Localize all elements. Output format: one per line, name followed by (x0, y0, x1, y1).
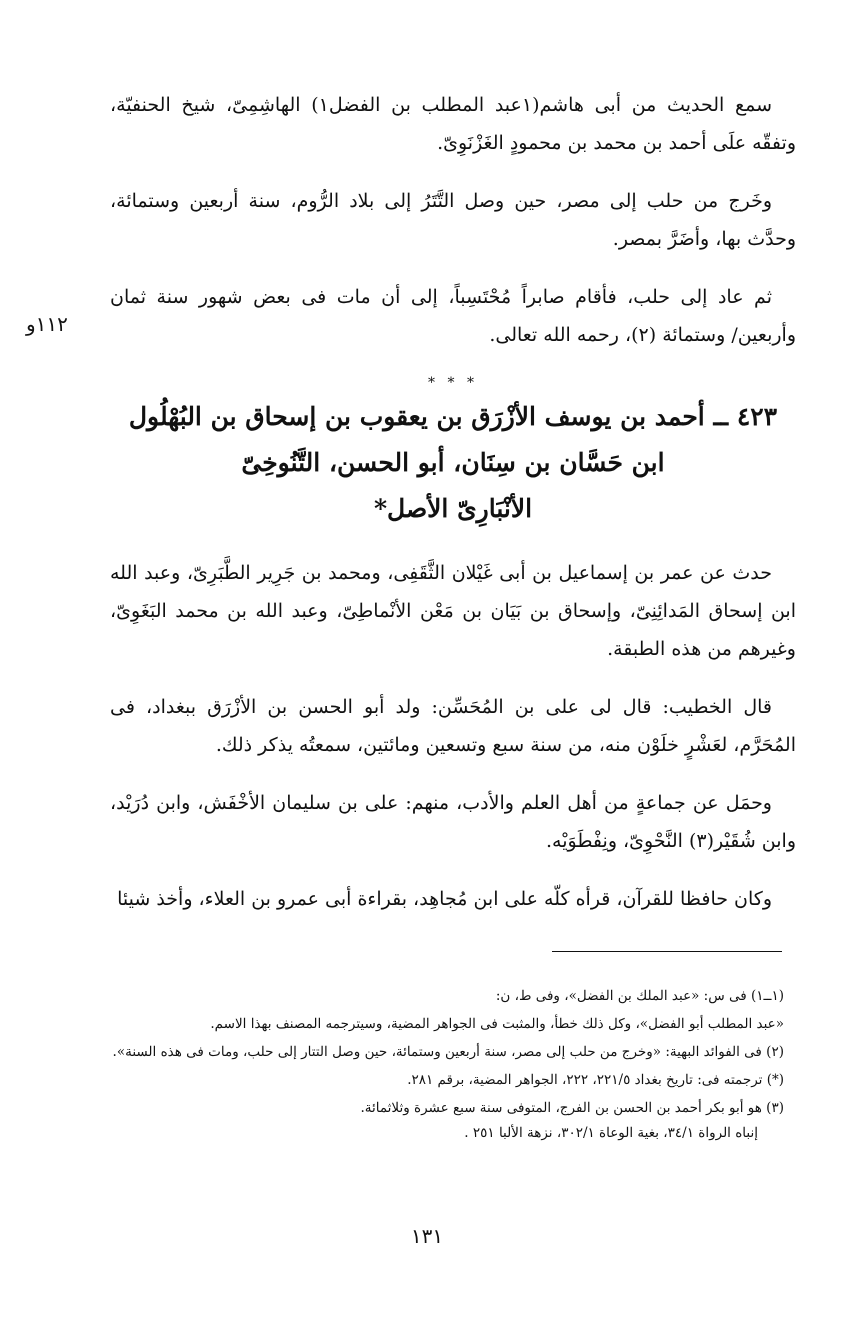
paragraph-scholars: وحمَل عن جماعةٍ من أهل العلم والأدب، منهم: على بن سليمان الأخْفَش، وابن دُرَيْد، وابن شُقَيْر(٣) النَّحْوِىّ، ونِفْطَوَيْه. (110, 792, 796, 852)
paragraph-death: ثم عاد إلى حلب، فأقام صابراً مُحْتَسِباً، إلى أن مات فى بعض شهور سنة ثمان وأربعين/ وستمائة (٢)، رحمه الله تعالى. (110, 286, 796, 346)
paragraph-travel: وخَرج من حلب إلى مصر، حين وصل التَّتَرُ إلى بلاد الرُّوم، سنة أربعين وستمائة، وحدَّث بها، وأضَرَّ بمصر. (110, 190, 796, 250)
paragraph-hadith: سمع الحديث من أبى هاشم(١عبد المطلب بن الفضل١) الهاشِمِىّ، شيخ الحنفيّة، وتفقّه علَى أحمد بن محمد بن محمودٍ الغَزْنَوِىّ. (110, 94, 796, 154)
paragraph-khatib: قال الخطيب: قال لى على بن المُحَسِّن: ولد أبو الحسن بن الأزْرَق ببغداد، فى المُحَرَّم، لعَشْرٍ خلَوْن منه، من سنة سبع وتسعين ومائتين، سمعتُه يذكر ذلك. (110, 696, 796, 756)
heading-line-1: ٤٢٣ ــ أحمد بن يوسف الأزْرَق بن يعقوب بن إسحاق بن البُهْلُول (128, 402, 778, 431)
section-separator: * * * (428, 375, 478, 391)
footnote: (٣) هو أبو بكر أحمد بن الحسن بن الفرج، المتوفى سنة سبع عشرة وثلاثمائة. (360, 1100, 784, 1116)
margin-folio-note: ١١٢و (26, 312, 68, 336)
heading-line-2: ابن حَسَّان بن سِنَان، أبو الحسن، التَّنُوخِىّ (241, 448, 665, 477)
main-text (110, 86, 796, 938)
entry-heading (110, 394, 796, 532)
footnote: (١ــ١) فى س: «عبد الملك بن الفضل»، وفى ط، ن: (495, 988, 784, 1004)
paragraph-teachers: حدث عن عمر بن إسماعيل بن أبى غَيْلان الثَّقَفِى، ومحمد بن جَرِير الطَّبَرِىّ، وعبد الله ابن إسحاق المَدائِنِىّ، وإسحاق بن بَيَان بن مَعْن الأنْماطِىّ، وعبد الله بن محمد البَغَوِىّ، وغيرهم من هذه الطبقة. (110, 562, 796, 660)
footnote: (*) ترجمته فى: تاريخ بغداد ٢٢١/٥، ٢٢٢، الجواهر المضية، برقم ٢٨١. (407, 1072, 784, 1088)
paragraph-quran: وكان حافظا للقرآن، قرأه كلّه على ابن مُجاهِد، بقراءة أبى عمرو بن العلاء، وأخذ شيئا (117, 888, 772, 910)
footnote: «عبد المطلب أبو الفضل»، وكل ذلك خطأ، والمثبت فى الجواهر المضية، وسيترجمه المصنف بهذا الاسم. (210, 1016, 784, 1032)
footnote: (٢) فى الفوائد البهية: «وخرج من حلب إلى مصر، سنة أربعين وستمائة، حين وصل التتار إلى حلب، ومات فى هذه السنة». (112, 1044, 784, 1060)
heading-line-3: الأنْبَارِىّ الأصل* (373, 494, 533, 523)
footnotes (112, 985, 784, 1150)
footnote-continuation: إنباه الرواة ٣٤/١، بغية الوعاة ٣٠٢/١، نزهة الألبا ٢٥١ . (464, 1125, 758, 1141)
page-number: ١٣١ (410, 1224, 444, 1248)
footnote-rule (552, 951, 782, 952)
